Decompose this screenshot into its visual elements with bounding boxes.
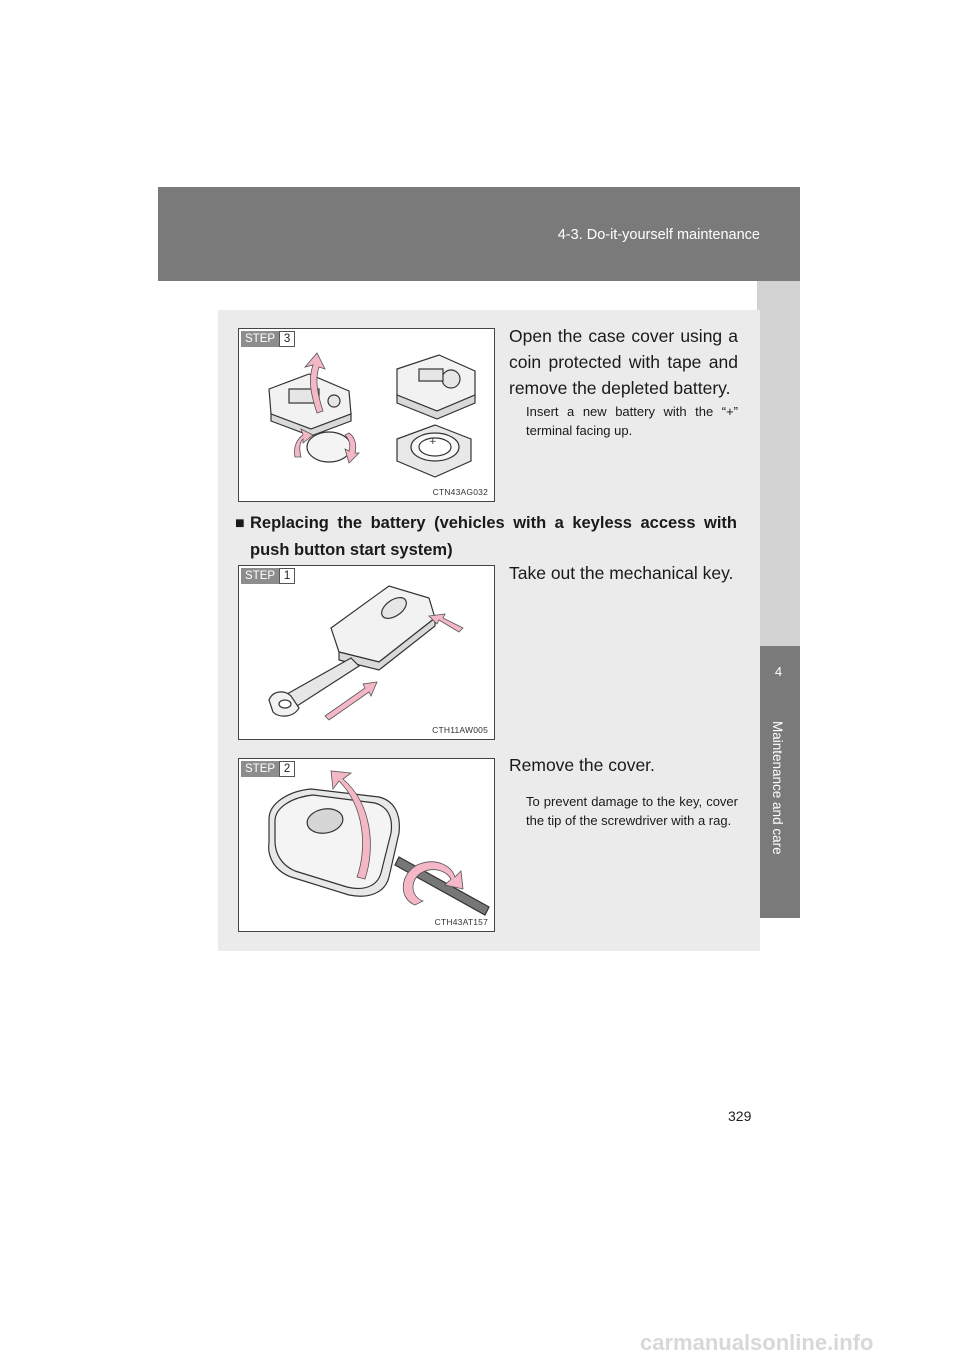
step-word: STEP [241, 331, 279, 347]
step2-instruction: Remove the cover. [509, 755, 655, 775]
figure-code: CTH11AW005 [432, 725, 488, 735]
section-heading [235, 510, 737, 564]
svg-text:+: + [429, 437, 437, 447]
coin-battery [307, 432, 351, 462]
section-heading-text: Replacing the battery (vehicles with a keyless access with push button start system) [250, 514, 737, 559]
section-title: 4-3. Do-it-yourself maintenance [557, 227, 760, 243]
step-number: 2 [279, 761, 295, 777]
watermark-text: carmanualsonline.info [640, 1330, 874, 1355]
step1-instruction: Take out the mechanical key. [509, 563, 734, 583]
figure-code: CTN43AG032 [432, 487, 488, 497]
bullet-icon: ■ [235, 515, 245, 532]
step2-note: To prevent damage to the key, cover the tip of the screwdriver with a rag. [526, 794, 738, 828]
chapter-number: 4 [774, 664, 783, 679]
step-number: 1 [279, 568, 295, 584]
step-word: STEP [241, 761, 279, 777]
mechanical-key-illustration [239, 566, 494, 739]
key-battery-illustration [239, 329, 494, 501]
step-number: 3 [279, 331, 295, 347]
step-word: STEP [241, 568, 279, 584]
step3-note: Insert a new battery with the “+” terminal facing up. [526, 404, 738, 438]
remove-cover-illustration [239, 759, 494, 931]
page-number: 329 [728, 1108, 752, 1124]
chapter-name: Maintenance and care [770, 721, 785, 855]
chapter-tab [757, 646, 800, 918]
side-tab-upper [757, 281, 800, 646]
figure-code: CTH43AT157 [434, 917, 488, 927]
figure-step2 [238, 758, 495, 932]
figure-step1 [238, 565, 495, 740]
figure-step3 [238, 328, 495, 502]
step3-instruction: Open the case cover using a coin protected with tape and remove the depleted battery. [509, 326, 738, 398]
watermark [640, 1330, 948, 1354]
header-band [158, 187, 800, 281]
